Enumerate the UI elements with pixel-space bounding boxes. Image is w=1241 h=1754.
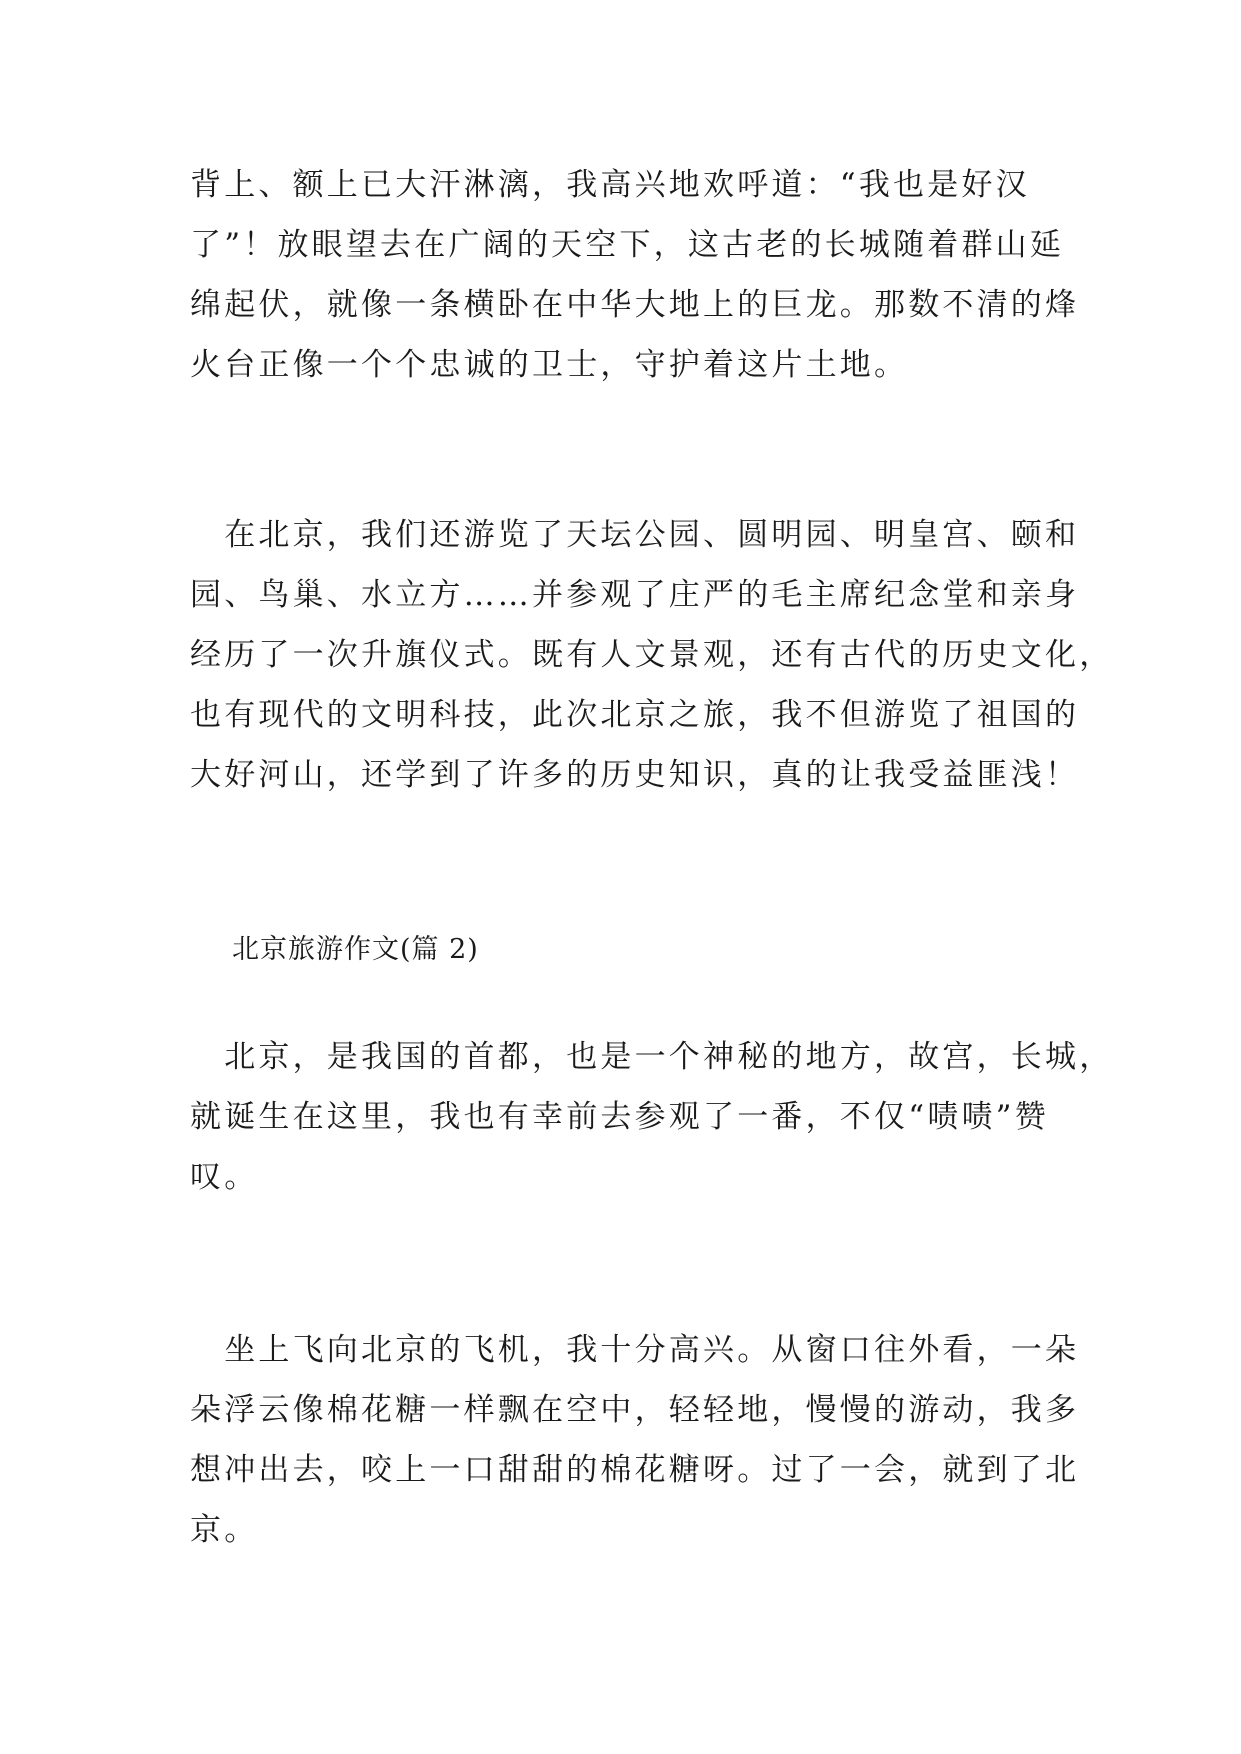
section-heading: 北京旅游作文(篇 2): [232, 934, 479, 965]
paragraph-line: 大好河山，还学到了许多的历史知识，真的让我受益匪浅！: [190, 757, 1080, 793]
paragraph-line: 朵浮云像棉花糖一样飘在空中，轻轻地，慢慢的游动，我多: [190, 1392, 1080, 1428]
paragraph-2: [190, 505, 1114, 805]
paragraph-line: 想冲出去，咬上一口甜甜的棉花糖呀。过了一会，就到了北: [190, 1452, 1080, 1488]
paragraph-4: [190, 1320, 1080, 1560]
paragraph-3: [190, 1027, 1114, 1207]
paragraph-line: 在北京，我们还游览了天坛公园、圆明园、明皇宫、颐和: [190, 517, 1080, 553]
paragraph-line: 京。: [190, 1512, 259, 1548]
paragraph-line: 坐上飞向北京的飞机，我十分高兴。从窗口往外看，一朵: [190, 1332, 1080, 1368]
paragraph-line: 园、鸟巢、水立方……并参观了庄严的毛主席纪念堂和亲身: [190, 577, 1080, 613]
paragraph-line: 也有现代的文明科技，此次北京之旅，我不但游览了祖国的: [190, 697, 1080, 733]
paragraph-line: 就诞生在这里，我也有幸前去参观了一番，不仅“啧啧”赞: [190, 1099, 1049, 1135]
paragraph-line: 北京，是我国的首都，也是一个神秘的地方，故宫，长城，: [190, 1039, 1114, 1075]
paragraph-line: 了”！放眼望去在广阔的天空下，这古老的长城随着群山延: [190, 227, 1065, 263]
paragraph-1: [190, 155, 1080, 395]
paragraph-line: 背上、额上已大汗淋漓，我高兴地欢呼道：“我也是好汉: [190, 167, 1030, 203]
paragraph-line: 经历了一次升旗仪式。既有人文景观，还有古代的历史文化，: [190, 637, 1114, 673]
paragraph-line: 绵起伏，就像一条横卧在中华大地上的巨龙。那数不清的烽: [190, 287, 1080, 323]
paragraph-line: 叹。: [190, 1159, 259, 1195]
paragraph-line: 火台正像一个个忠诚的卫士，守护着这片土地。: [190, 347, 909, 383]
